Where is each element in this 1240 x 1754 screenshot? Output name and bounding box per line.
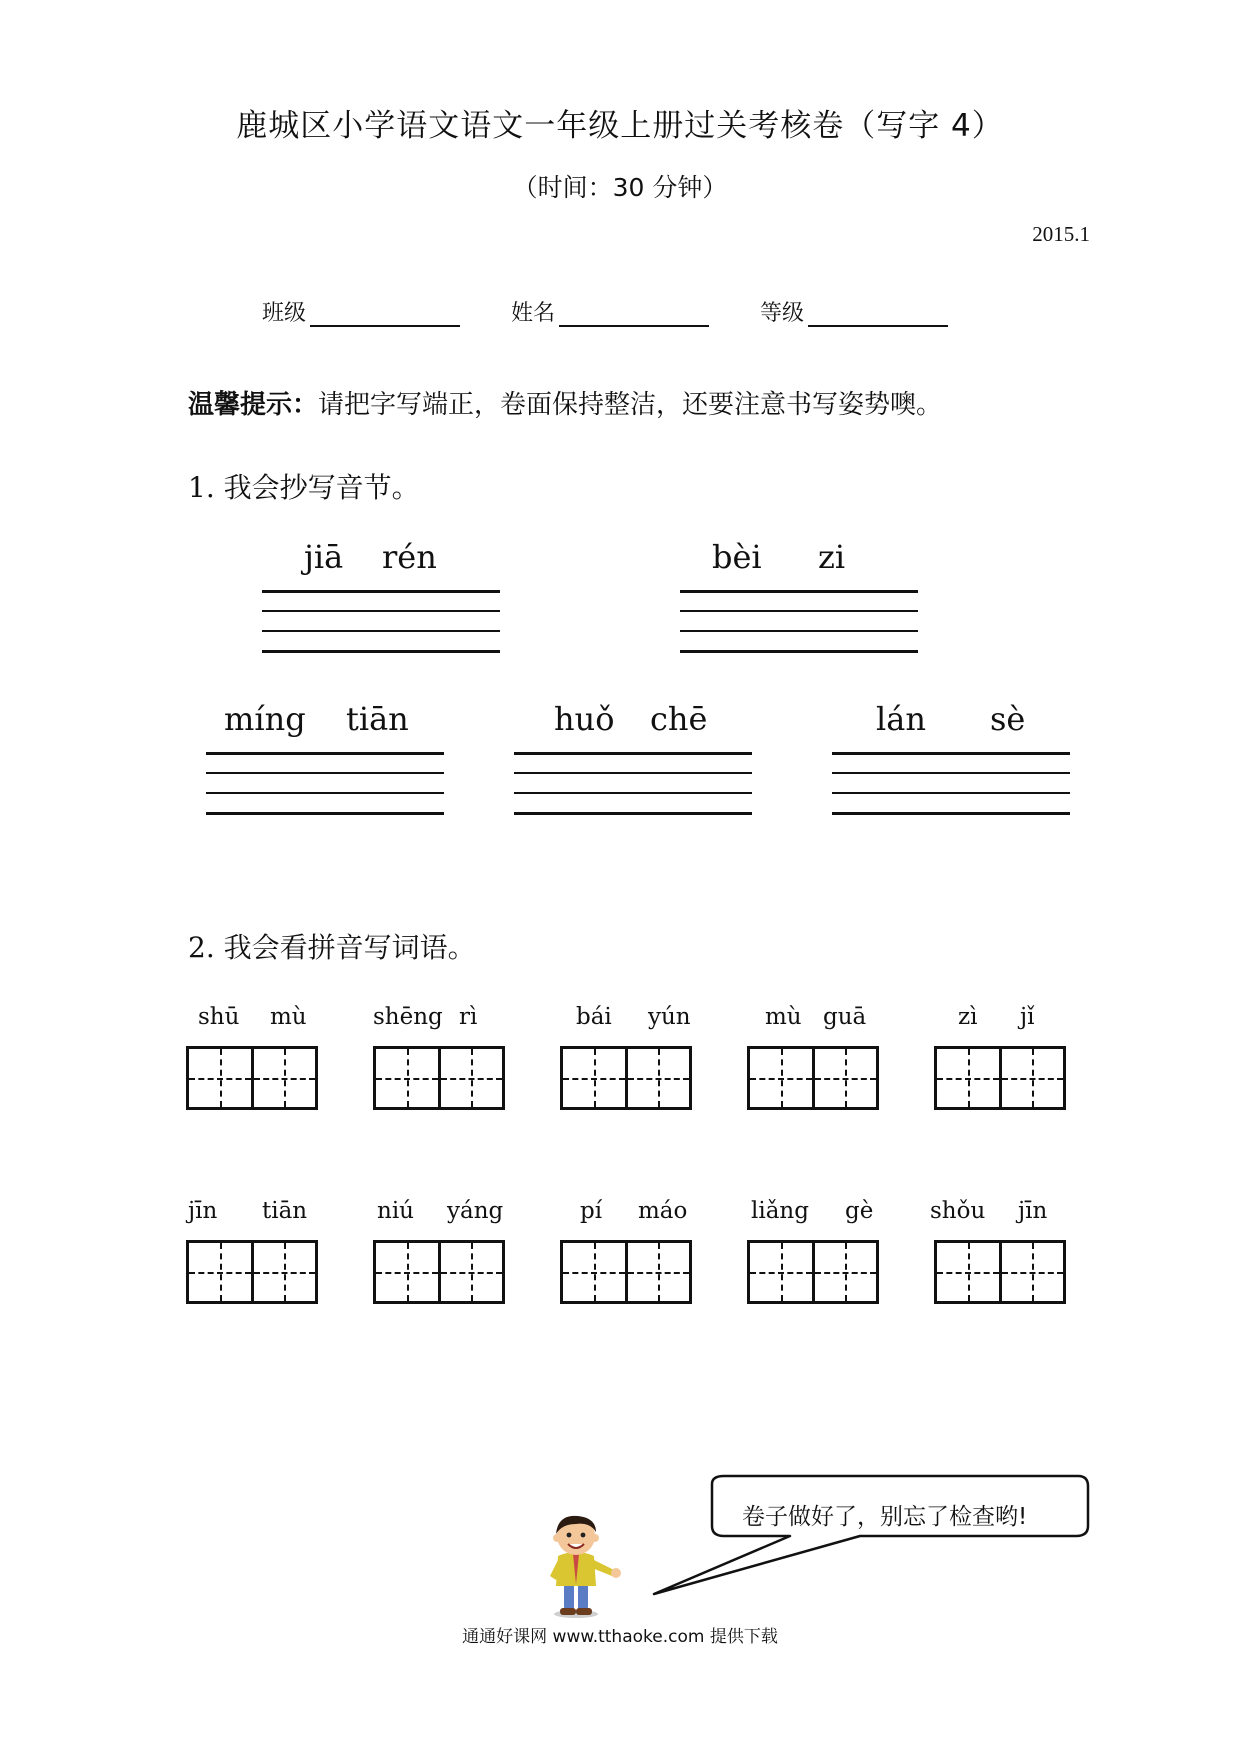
tianzige-pair[interactable] — [186, 1240, 318, 1304]
pinyin-word — [206, 700, 446, 740]
pinyin-syllable: míng — [224, 700, 306, 738]
tianzige-cell[interactable] — [750, 1049, 812, 1107]
pinyin-syllable: shū — [198, 1004, 240, 1030]
pinyin-word — [514, 700, 754, 740]
pinyin-syllable: huǒ — [554, 700, 615, 738]
class-field[interactable] — [262, 296, 460, 327]
tianzige-cell[interactable] — [376, 1049, 438, 1107]
four-line-grid[interactable] — [262, 590, 500, 654]
name-field[interactable] — [511, 296, 709, 327]
tianzige-cell[interactable] — [438, 1243, 503, 1301]
exam-date: 2015.1 — [1032, 222, 1090, 246]
four-line-grid[interactable] — [832, 752, 1070, 816]
tip-text: 请把字写端正，卷面保持整洁，还要注意书写姿势噢。 — [318, 390, 943, 420]
pinyin-syllable: mù — [765, 1004, 802, 1030]
pinyin-syllable: jīn — [1018, 1198, 1048, 1224]
tip — [188, 384, 942, 421]
tianzige-pair[interactable] — [186, 1046, 318, 1110]
tianzige-pair[interactable] — [560, 1046, 692, 1110]
pinyin-syllable: gè — [845, 1198, 874, 1224]
tianzige-pair[interactable] — [747, 1240, 879, 1304]
speech-bubble — [640, 1470, 1100, 1600]
grade-blank[interactable] — [808, 299, 948, 327]
word-pinyin — [930, 1198, 1068, 1228]
pinyin-syllable: máo — [638, 1198, 688, 1224]
grade-field[interactable] — [760, 296, 948, 327]
four-line-grid[interactable] — [206, 752, 444, 816]
tianzige-cell[interactable] — [937, 1243, 999, 1301]
section2-title: 2. 我会看拼音写词语。 — [188, 931, 476, 964]
word-box[interactable] — [747, 1004, 881, 1034]
tianzige-cell[interactable] — [251, 1049, 316, 1107]
pinyin-syllable: bái — [576, 1004, 612, 1030]
tianzige-cell[interactable] — [812, 1243, 877, 1301]
word-box[interactable] — [560, 1004, 694, 1034]
footer-source: 通通好课网 www.tthaoke.com 提供下载 — [462, 1627, 778, 1647]
pinyin-syllable: zi — [818, 538, 846, 576]
bubble-text: 卷子做好了，别忘了检查哟! — [742, 1504, 1028, 1530]
pinyin-syllable: jīn — [188, 1198, 218, 1224]
pinyin-syllable: sè — [990, 700, 1026, 738]
word-pinyin — [747, 1004, 881, 1034]
word-box[interactable] — [747, 1198, 881, 1228]
word-box[interactable] — [186, 1004, 320, 1034]
pinyin-syllable: zì — [958, 1004, 978, 1030]
tianzige-cell[interactable] — [189, 1049, 251, 1107]
four-line-grid[interactable] — [514, 752, 752, 816]
class-label: 班级 — [262, 301, 307, 326]
word-pinyin — [186, 1198, 320, 1228]
tianzige-cell[interactable] — [625, 1243, 690, 1301]
pinyin-syllable: mù — [270, 1004, 307, 1030]
pinyin-syllable: liǎng — [751, 1198, 809, 1224]
tianzige-pair[interactable] — [373, 1240, 505, 1304]
word-pinyin — [747, 1198, 881, 1228]
tianzige-cell[interactable] — [563, 1049, 625, 1107]
tianzige-cell[interactable] — [563, 1243, 625, 1301]
tianzige-cell[interactable] — [750, 1243, 812, 1301]
tianzige-cell[interactable] — [625, 1049, 690, 1107]
word-pinyin — [186, 1004, 320, 1034]
pinyin-syllable: bèi — [712, 538, 762, 576]
tianzige-pair[interactable] — [373, 1046, 505, 1110]
name-blank[interactable] — [559, 299, 709, 327]
grade-label: 等级 — [760, 301, 805, 326]
tianzige-pair[interactable] — [934, 1240, 1066, 1304]
pinyin-syllable: tiān — [262, 1198, 308, 1224]
word-pinyin — [560, 1198, 694, 1228]
word-box[interactable] — [186, 1198, 320, 1228]
pinyin-syllable: niú — [377, 1198, 414, 1224]
tianzige-cell[interactable] — [812, 1049, 877, 1107]
tianzige-cell[interactable] — [189, 1243, 251, 1301]
word-box[interactable] — [934, 1004, 1068, 1034]
pinyin-syllable: rì — [459, 1004, 478, 1030]
tianzige-pair[interactable] — [934, 1046, 1066, 1110]
time-limit: （时间：30 分钟） — [512, 173, 728, 202]
word-box[interactable] — [373, 1198, 507, 1228]
tianzige-cell[interactable] — [438, 1049, 503, 1107]
tianzige-cell[interactable] — [999, 1049, 1064, 1107]
pinyin-syllable: yáng — [447, 1198, 504, 1224]
word-box[interactable] — [373, 1004, 507, 1034]
tianzige-cell[interactable] — [251, 1243, 316, 1301]
pinyin-syllable: shǒu — [930, 1198, 986, 1224]
pinyin-word — [262, 538, 502, 578]
word-pinyin — [934, 1004, 1068, 1034]
tianzige-cell[interactable] — [376, 1243, 438, 1301]
tip-label: 温馨提示： — [188, 390, 319, 420]
pinyin-syllable: lán — [876, 700, 926, 738]
word-pinyin — [373, 1198, 507, 1228]
pinyin-syllable: chē — [650, 700, 708, 738]
pinyin-syllable: pí — [580, 1198, 603, 1224]
word-pinyin — [560, 1004, 694, 1034]
pinyin-syllable: guā — [823, 1004, 867, 1030]
pinyin-syllable: jǐ — [1020, 1004, 1035, 1030]
tianzige-pair[interactable] — [747, 1046, 879, 1110]
cartoon-boy-illustration — [540, 1510, 630, 1620]
pinyin-syllable: jiā — [304, 538, 344, 576]
four-line-grid[interactable] — [680, 590, 918, 654]
page-title: 鹿城区小学语文语文一年级上册过关考核卷（写字 4） — [236, 108, 1004, 144]
word-box[interactable] — [560, 1198, 694, 1228]
pinyin-syllable: tiān — [346, 700, 409, 738]
tianzige-cell[interactable] — [937, 1049, 999, 1107]
section1-title: 1. 我会抄写音节。 — [188, 471, 420, 504]
pinyin-word — [680, 538, 920, 578]
tianzige-pair[interactable] — [560, 1240, 692, 1304]
pinyin-syllable: yún — [648, 1004, 691, 1030]
pinyin-syllable: rén — [382, 538, 437, 576]
word-box[interactable] — [930, 1198, 1068, 1228]
tianzige-cell[interactable] — [999, 1243, 1064, 1301]
pinyin-word — [832, 700, 1072, 740]
class-blank[interactable] — [310, 299, 460, 327]
pinyin-syllable: shēng — [373, 1004, 443, 1030]
word-pinyin — [373, 1004, 507, 1034]
name-label: 姓名 — [511, 301, 556, 326]
